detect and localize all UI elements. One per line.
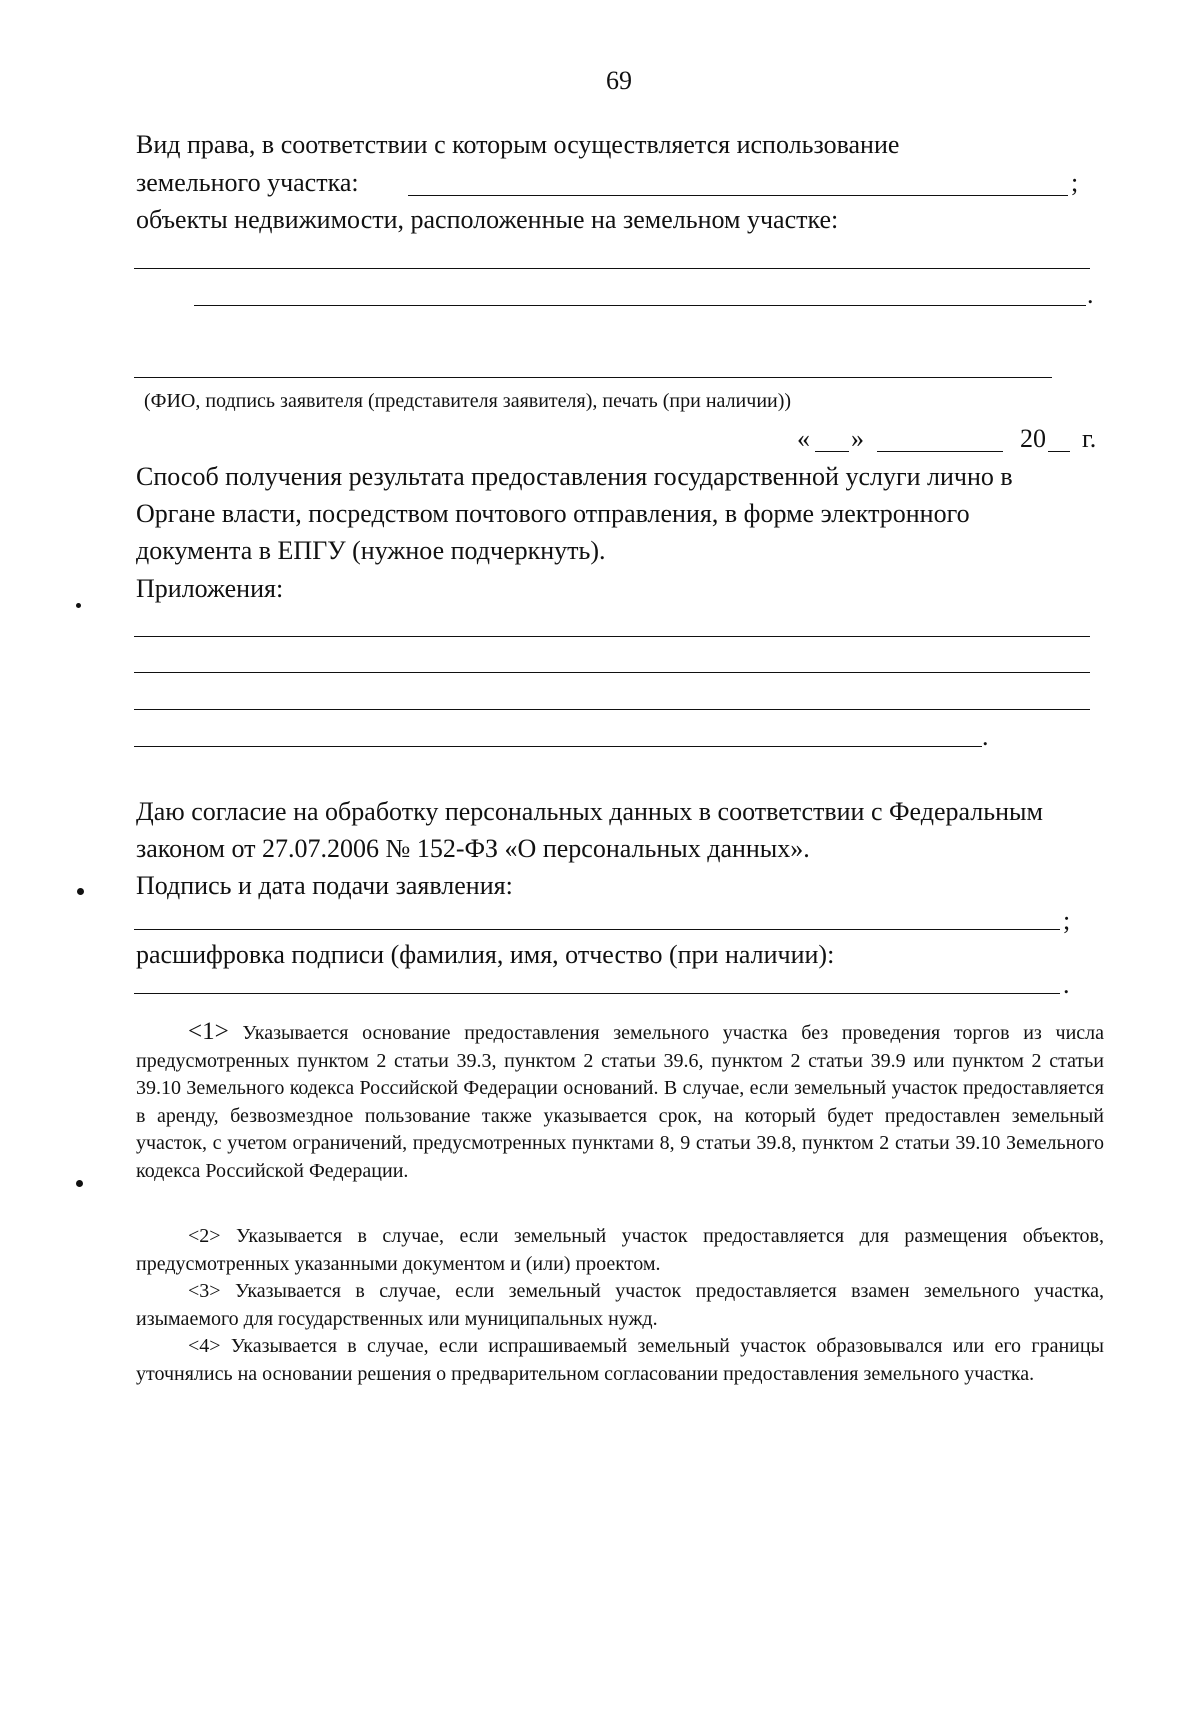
scan-artifact-dot	[76, 1180, 83, 1187]
signature-decoding-label: расшифровка подписи (фамилия, имя, отчество (при наличии):	[136, 940, 835, 969]
real-estate-fill-line-1	[134, 268, 1090, 269]
delivery-method-line-2: Органе власти, посредством почтового отправления, в форме электронного	[136, 499, 970, 528]
attachments-period: .	[982, 722, 989, 751]
right-type-line-2: земельного участка:	[136, 168, 359, 197]
footnote-1	[136, 1018, 1104, 1185]
consent-line-1: Даю согласие на обработку персональных данных в соответствии с Федеральным	[136, 797, 1043, 826]
date-year-suffix: г.	[1082, 424, 1097, 453]
date-month-blank	[877, 451, 1003, 452]
signature-decoding-fill-line	[134, 993, 1060, 994]
attachments-fill-line-4	[134, 746, 982, 747]
date-day-blank	[815, 451, 849, 452]
date-open-quote: «	[797, 424, 810, 453]
footnote-3	[136, 1278, 1104, 1333]
footnote-2	[136, 1223, 1104, 1278]
signature-date-fill-line	[134, 929, 1060, 930]
signature-caption: (ФИО, подпись заявителя (представителя заявителя), печать (при наличии))	[144, 390, 792, 412]
delivery-method-line-3: документа в ЕПГУ (нужное подчеркнуть).	[136, 536, 606, 565]
footnote-3-text: <3> Указывается в случае, если земельный участок предоставляется взамен земельного участка, изымаемого для государственных или муниципальных нужд.	[136, 1280, 1104, 1330]
delivery-method-line-1: Способ получения результата предоставления государственной услуги лично в	[136, 462, 1013, 491]
period: .	[1063, 970, 1070, 999]
page-number: 69	[606, 66, 632, 95]
footnote-4-text: <4> Указывается в случае, если испрашиваемый земельный участок образовывался или его границы уточнялись на основании решения о предварительном согласовании предоставления земельного участка.	[136, 1335, 1104, 1385]
real-estate-objects-label: объекты недвижимости, расположенные на земельном участке:	[136, 205, 839, 234]
right-type-line-1: Вид права, в соответствии с которым осуществляется использование	[136, 130, 900, 159]
scan-artifact-dot	[76, 603, 81, 608]
footnote-1-text: Указывается основание предоставления земельного участка без проведения торгов из числа предусмотренных пунктом 2 статьи 39.3, пунктом 2 статьи 39.6, пунктом 2 статьи 39.9 или пунктом 2 статьи 39.10 Земельного кодекса Российской Федерации оснований. В случае, если земельный участок предоставляется в аренду, безвозмездное пользование также указывается срок, на который будет предоставлен земельный участок, с учетом ограничений, предусмотренных пунктами 8, 9 статьи 39.8, пунктом 2 статьи 39.10 Земельного кодекса Российской Федерации.	[136, 1022, 1105, 1182]
footnote-4	[136, 1333, 1104, 1388]
signature-fill-line	[134, 377, 1052, 378]
semicolon: ;	[1063, 906, 1071, 935]
footnote-2-text: <2> Указывается в случае, если земельный участок предоставляется для размещения объектов, предусмотренных указанными документом и (или) проектом.	[136, 1225, 1104, 1275]
attachments-fill-line-2	[134, 672, 1090, 673]
semicolon: ;	[1071, 168, 1079, 197]
period: .	[1087, 280, 1094, 309]
attachments-fill-line-3	[134, 709, 1090, 710]
consent-line-2: законом от 27.07.2006 № 152-ФЗ «О персональных данных».	[136, 834, 810, 863]
date-year-blank	[1048, 451, 1070, 452]
date-year-prefix: 20	[1020, 424, 1046, 453]
right-type-fill-line	[408, 195, 1068, 196]
date-close-quote: »	[851, 424, 864, 453]
footnote-1-mark: <1>	[188, 1018, 229, 1045]
attachments-fill-line-1	[134, 636, 1090, 637]
scan-artifact-dot	[77, 888, 84, 895]
attachments-label: Приложения:	[136, 574, 284, 603]
real-estate-fill-line-2	[194, 305, 1086, 306]
signature-date-label: Подпись и дата подачи заявления:	[136, 871, 513, 900]
